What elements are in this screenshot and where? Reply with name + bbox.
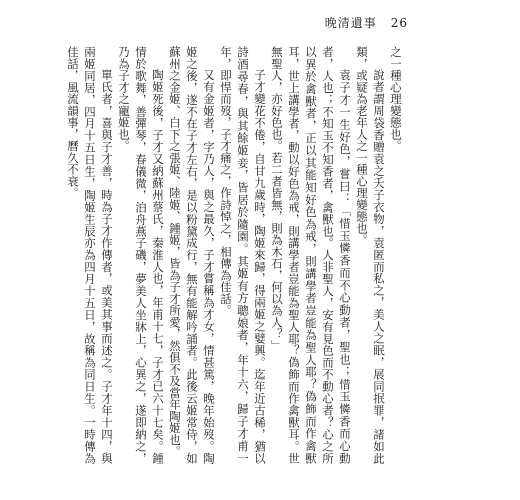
paragraph: 子才變花不倦，自甘九歲時，陶姬來歸，得兩姬之嬖興。迄年近古稀，猶以詩酒尋春，與其餘姬妾，皆居於隨園。其姬有方聰娘者，年十六，歸子才甫一年，即悍而歿，子才痛之，作詩悼之，相傳為佳話。: [219, 46, 267, 464]
paragraph: 之一種心理變態也。: [389, 46, 403, 152]
paragraph: 陶姬死後，子才又納蘇州蔡氏，秦淮人也，年甫十七，子才已六十七矣。鍾情於歌舞，善彈琴，春儀微，泊舟燕子磯，夢美人坐牀上，心異之，遂即納之，乃為子才之寵姬也。: [117, 46, 165, 464]
book-title: 晚清遺事: [324, 16, 377, 30]
paragraph: 單氏者，喜與子才善，時為子才作傳者，或美其事而述之。子才年十四，與兩姬同居，四月十五日生，陶姬生辰亦為四月十五日，故稱為同日生。一時傳為佳話，風流韻事，曆久不衰。: [66, 46, 114, 464]
page-number: 26: [390, 16, 408, 30]
paragraph: 袁子才一生好色，嘗曰：「惜玉憐香而不心動者，聖也；惜玉憐香而心動者，人也；不知玉不知香者，禽獸也。人非聖人，安有見色而不動心者？心之所以異於禽獸者，正以其能知好色為戒，則講學者豈能為聖人耶？偽飾而作禽獸耳，世上講學者，動以好色為戒，則講學者豈能為聖人耶？偽飾而作禽獸耳。世無聖人，亦好色也。若二者皆無，則為木石，何以為人？」: [270, 46, 352, 464]
paragraph: 說者謂周袋香贈袁之夭子衣物，袁匿而私之，美人之眠，展同抿罪，諸如此類，或疑為老年人之一種心理變態也。: [355, 46, 386, 464]
paragraph: 又有金姬者，字乃人，與之最久，子才嘗稱為才女，情甚篤，晚年始歿。陶姬之後，遂不在子才左右，是以粉黛成行，無有能解吟誦者。此後云姬常侍，如蘇州之金姬、白下之張姬、陸姬、鍾姬，皆為子才所愛，然俱不及當年陶姬也。: [168, 46, 216, 464]
vertical-text-body: [66, 46, 404, 464]
page-header: [325, 14, 408, 31]
